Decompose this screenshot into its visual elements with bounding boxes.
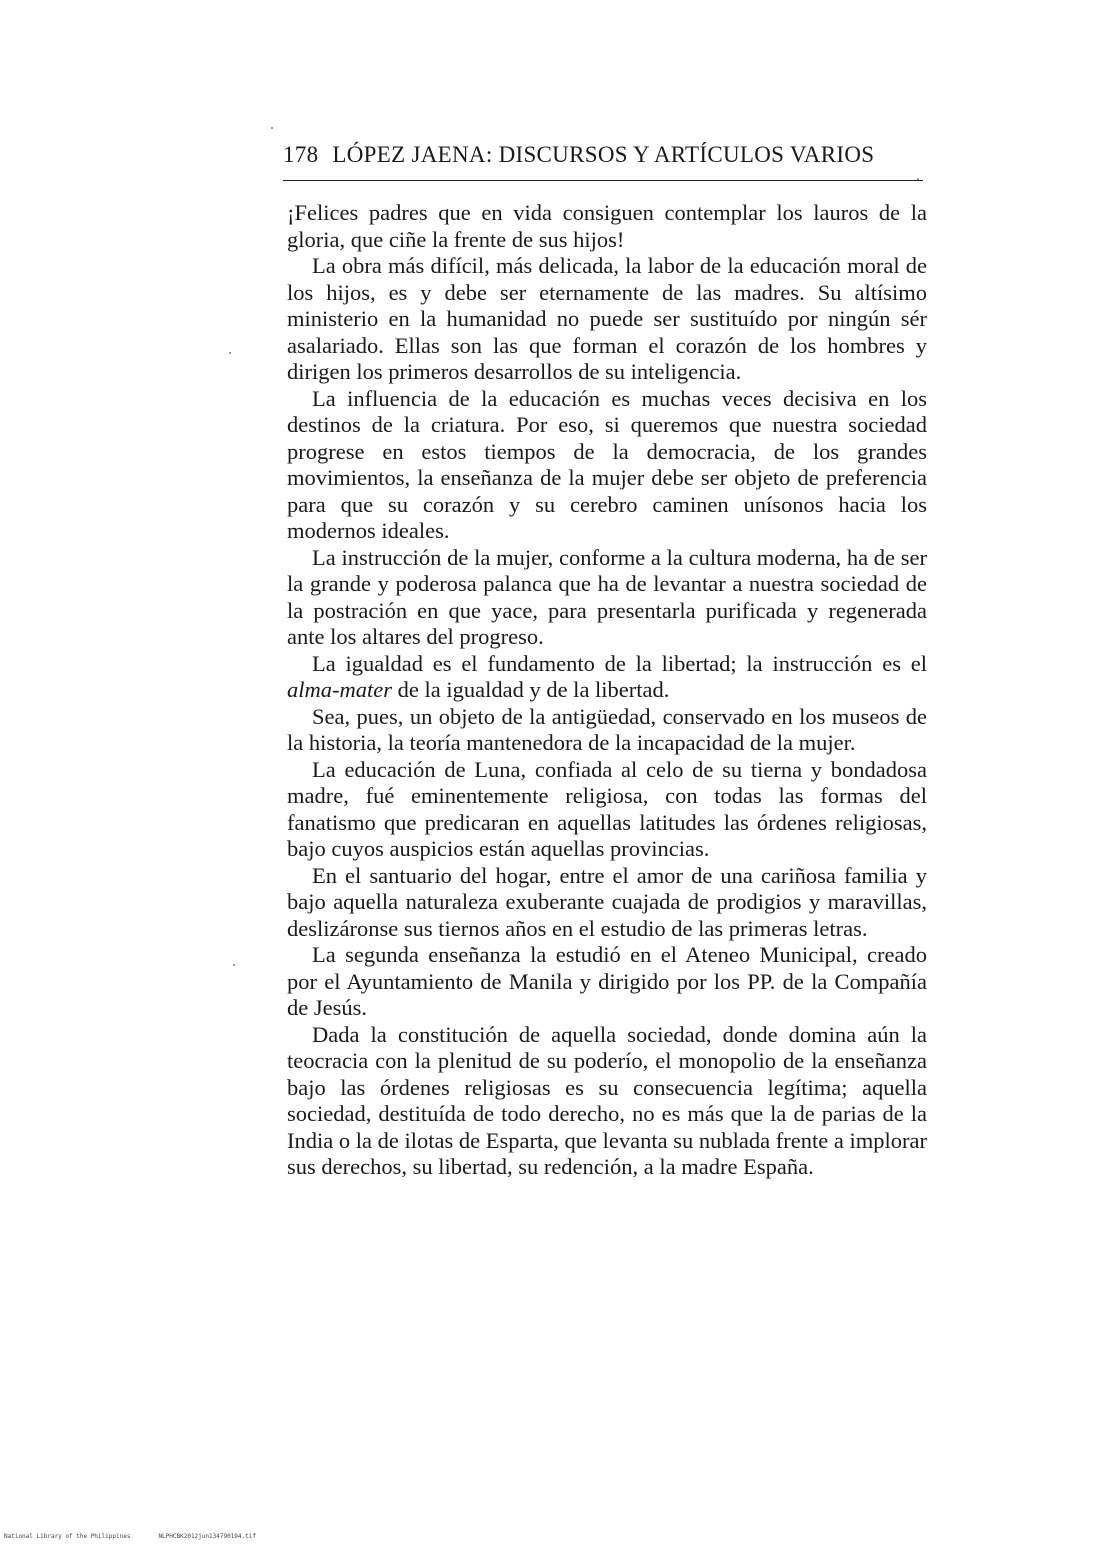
paragraph: ¡Felices padres que en vida consiguen contemplar los lauros de la gloria, que ciñe la frente de sus hijos! xyxy=(287,200,927,252)
running-title: LÓPEZ JAENA: DISCURSOS Y ARTÍCULOS VARIOS xyxy=(332,142,875,167)
paragraph: Dada la constitución de aquella sociedad, donde domina aún la teocracia con la plenitud de su poderío, el monopolio de la enseñanza bajo las órdenes religiosas es su consecuencia legítima; aquella sociedad, destituída de todo derecho, no es más que la de parias de la India o la de ilotas de Esparta, que levanta su nublada frente a implorar sus derechos, su libertad, su redención, a la madre España. xyxy=(287,1021,927,1179)
file-id-stamp: NLPHCBK2012jun134790194.tif xyxy=(158,1533,256,1540)
paragraph: La segunda enseñanza la estudió en el Ateneo Municipal, creado por el Ayuntamiento de Manila y dirigido por los PP. de la Compañía de Jesús. xyxy=(287,942,927,1020)
header-rule xyxy=(283,180,923,181)
paragraph: En el santuario del hogar, entre el amor de una cariñosa familia y bajo aquella naturaleza exuberante cuajada de prodigios y maravillas, deslizáronse sus tiernos años en el estudio de las primeras letras. xyxy=(287,862,927,941)
paragraph: La obra más difícil, más delicada, la labor de la educación moral de los hijos, es y debe ser eternamente de las madres. Su altísimo ministerio en la humanidad no puede ser sustituído por ningún sér asalariado. Ellas son las que forman el corazón de los hombres y dirigen los primeros desarrollos de su inteligencia. xyxy=(287,253,927,384)
page-number: 178 xyxy=(283,142,319,167)
library-stamp: National Library of the Philippines xyxy=(4,1533,131,1540)
paragraph-text: de la igualdad y de la libertad. xyxy=(392,677,670,702)
paragraph: Sea, pues, un objeto de la antigüedad, conservado en los museos de la historia, la teoría mantenedora de la incapacidad de la mujer. xyxy=(287,703,927,755)
scan-speck xyxy=(229,352,231,354)
italic-term: alma-mater xyxy=(287,677,392,702)
paragraph-with-emphasis xyxy=(287,651,927,704)
scan-footer xyxy=(4,1533,256,1540)
scan-speck xyxy=(917,178,919,180)
paragraph-text: La igualdad es el fundamento de la libertad; la instrucción es el xyxy=(312,650,927,676)
scan-speck xyxy=(233,964,235,966)
paragraph: La educación de Luna, confiada al celo de su tierna y bondadosa madre, fué eminentemente religiosa, con todas las formas del fanatismo que predicaran en aquellas latitudes las órdenes religiosas, bajo cuyos auspicios están aquellas provincias. xyxy=(287,756,927,861)
running-header xyxy=(283,142,923,168)
paragraph: La influencia de la educación es muchas veces decisiva en los destinos de la criatura. Por eso, si queremos que nuestra sociedad progrese en estos tiempos de la democracia, de los grandes movimientos, la enseñanza de la mujer debe ser objeto de preferencia para que su corazón y su cerebro caminen unísonos hacia los modernos ideales. xyxy=(287,385,927,543)
paragraph: La instrucción de la mujer, conforme a la cultura moderna, ha de ser la grande y poderosa palanca que ha de levantar a nuestra sociedad de la postración en que yace, para presentarla purificada y regenerada ante los altares del progreso. xyxy=(287,544,927,649)
scan-speck xyxy=(271,127,273,129)
body-text xyxy=(287,200,927,1181)
